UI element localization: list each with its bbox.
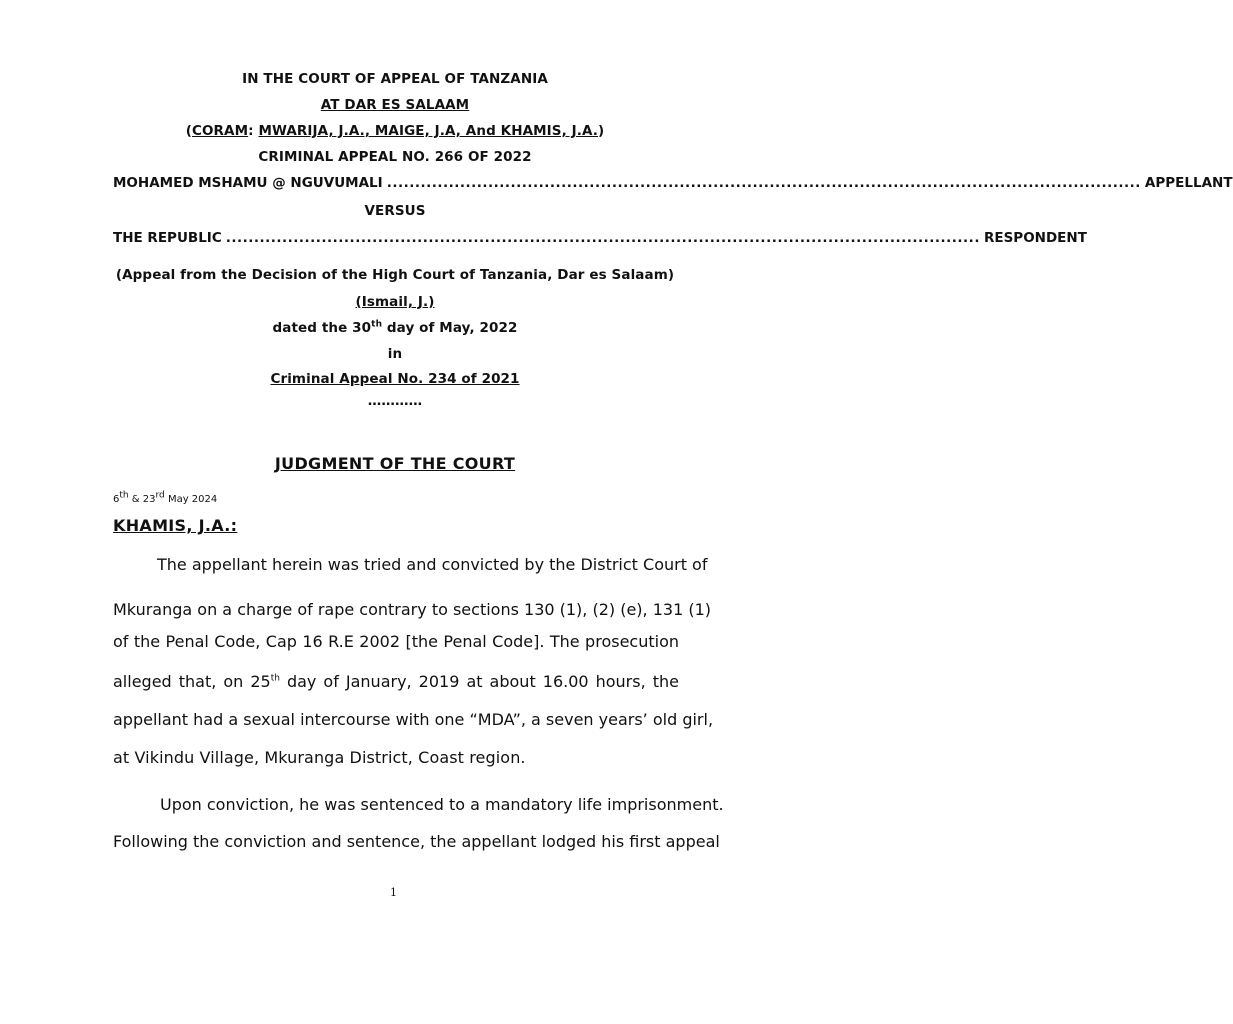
hearing-date-end: May 2024 xyxy=(164,494,218,505)
appeal-judge: (Ismail, J.) xyxy=(355,294,435,310)
hearing-date-2-sup: rd xyxy=(155,490,165,501)
judgment-author: KHAMIS, J.A.: xyxy=(113,516,238,535)
hearing-dates xyxy=(113,490,218,505)
coram-close: ) xyxy=(598,123,605,139)
respondent-line xyxy=(113,230,1087,246)
paragraph-1-line-3: of the Penal Code, Cap 16 R.E 2002 [the Penal Code]. The prosecution xyxy=(113,632,679,651)
hearing-date-1: 6 xyxy=(113,494,120,505)
coram-judges: MWARIJA, J.A., MAIGE, J.A, And KHAMIS, J.A. xyxy=(258,123,599,139)
paragraph-1-line-4-sup: th xyxy=(270,673,280,684)
appeal-date-suffix: day of May, 2022 xyxy=(382,320,518,336)
paragraph-2-line-2: Following the conviction and sentence, the appellant lodged his first appeal xyxy=(113,832,720,851)
hearing-date-1-sup: th xyxy=(119,490,129,501)
respondent-role: RESPONDENT xyxy=(983,230,1087,246)
appellant-name: MOHAMED MSHAMU @ NGUVUMALI xyxy=(113,175,383,191)
paragraph-1-line-5: appellant had a sexual intercourse with one “MDA”, a seven years’ old girl, xyxy=(113,710,714,729)
paragraph-1-line-4-a: alleged that, on 25 xyxy=(113,672,271,691)
respondent-name: THE REPUBLIC xyxy=(113,230,222,246)
appellant-line xyxy=(113,175,1233,191)
coram-line xyxy=(0,123,790,139)
case-number: CRIMINAL APPEAL NO. 266 OF 2022 xyxy=(258,149,532,165)
appeal-date xyxy=(0,320,790,336)
judgment-title: JUDGMENT OF THE COURT xyxy=(274,454,516,473)
paragraph-2-line-1: Upon conviction, he was sentenced to a mandatory life imprisonment. xyxy=(160,795,724,814)
paragraph-1-line-4-b: day of January, 2019 at about 16.00 hours, the xyxy=(279,672,679,691)
appeal-description: (Appeal from the Decision of the High Court of Tanzania, Dar es Salaam) xyxy=(115,267,675,283)
appeal-date-sup: th xyxy=(371,319,383,330)
paragraph-1-line-2: Mkuranga on a charge of rape contrary to sections 130 (1), (2) (e), 131 (1) xyxy=(113,600,712,619)
appeal-in: in xyxy=(387,346,403,362)
page-number: 1 xyxy=(390,886,397,899)
respondent-leader-dots: ...................................................................................................................................... xyxy=(225,230,980,246)
court-name: IN THE COURT OF APPEAL OF TANZANIA xyxy=(242,71,548,87)
coram-open: ( xyxy=(185,123,192,139)
hearing-date-mid: & 23 xyxy=(128,494,156,505)
versus-label: VERSUS xyxy=(364,203,426,219)
paragraph-1-line-4 xyxy=(113,672,679,691)
appeal-date-prefix: dated the 30 xyxy=(272,320,372,336)
appellant-role: APPELLANT xyxy=(1144,175,1233,191)
coram-label: CORAM xyxy=(191,123,249,139)
paragraph-1-line-6: at Vikindu Village, Mkuranga District, Coast region. xyxy=(113,748,526,767)
paragraph-1-line-1: The appellant herein was tried and convicted by the District Court of xyxy=(157,555,708,574)
separator-dots: ………… xyxy=(367,393,423,409)
appellant-leader-dots: ...................................................................................................................................... xyxy=(386,175,1141,191)
lower-court-case: Criminal Appeal No. 234 of 2021 xyxy=(270,371,520,387)
coram-colon: : xyxy=(248,123,259,139)
court-location: AT DAR ES SALAAM xyxy=(320,97,470,113)
